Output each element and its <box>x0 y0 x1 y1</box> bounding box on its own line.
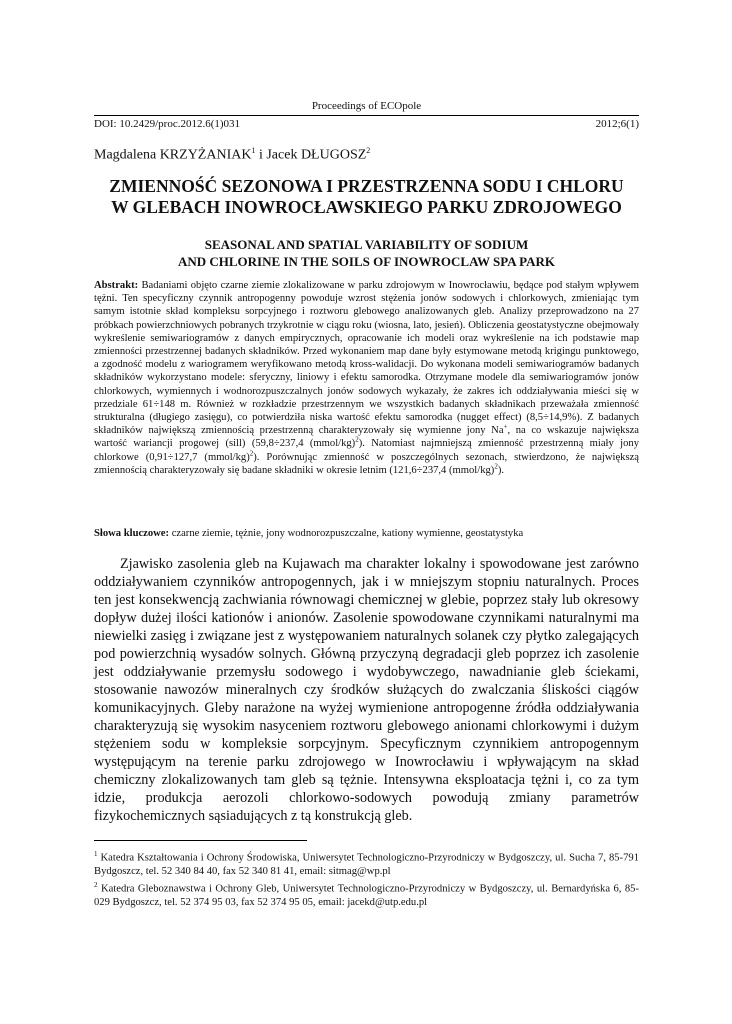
author-1-mark: 1 <box>251 146 256 155</box>
authors <box>94 146 370 164</box>
title-polish-line-1: ZMIENNOŚĆ SEZONOWA I PRZESTRZENNA SODU I CHLORU <box>109 176 624 196</box>
title-english-line-2: AND CHLORINE IN THE SOILS OF INOWROCLAW SPA PARK <box>177 254 556 269</box>
title-english <box>94 236 639 270</box>
doi: DOI: 10.2429/proc.2012.6(1)031 <box>94 118 241 130</box>
footnote-2-mark: 2 <box>94 881 98 890</box>
abstract-text-d: ). Porównując zmienność w poszczególnych sezonach, stwierdzono, że największą zmiennością charakteryzowały się badane składniki w okresie letnim (121,6÷237,4 (mmol/kg) <box>94 451 639 476</box>
author-2-mark: 2 <box>366 146 371 155</box>
keywords-text: czarne ziemie, tężnie, jony wodnorozpuszczalne, kationy wymienne, geostatystyka <box>169 528 524 539</box>
issue: 2012;6(1) <box>595 118 639 130</box>
body-paragraph: Zjawisko zasolenia gleb na Kujawach ma charakter lokalny i spowodowane jest zarówno oddziaływaniem czynników antropogennych, jak i w mniejszym stopniu naturalnych. Proces ten jest konsekwencją zachwiania równowagi chemicznej w glebie, poprzez stały lub okresowy dopływ dużej ilości kationów i anionów. Zasolenie spowodowane czynnikami naturalnymi ma niewielki zasięg i związane jest z występowaniem naturalnych solanek czy płytko zalegających pod powierzchnią wysadów solnych. Główną przyczyną degradacji gleb poprzez ich zasolenie jest oddziaływanie przemysłu sodowego i wydobywczego, nawadnianie gleb ściekami, stosowanie nawozów mineralnych czy środków służących do zwalczania śliskości ciągów komunikacyjnych. Gleby narażone na wyżej wymienione antropogenne źródła oddziaływania charakteryzują się wysokim nasyceniem roztworu glebowego anionami chlorkowymi i dużym stężeniem sodu w kompleksie sorpcyjnym. Specyficznym czynnikiem antropogennym występującym na terenie parku zdrojowego w Inowrocławiu i wpływającym na skład chemiczny zlokalizowanych tam gleb są tężnie. Intensywna eksploatacja tężni i, co za tym idzie, produkcja aerozoli chlorkowo-sodowych powodują zmiany parametrów fizykochemicznych sąsiadujących z tą konstrukcją gleb. <box>94 556 639 824</box>
title-english-line-1: SEASONAL AND SPATIAL VARIABILITY OF SODIUM <box>204 237 529 252</box>
abstract-text-a: Badaniami objęto czarne ziemie zlokalizowane w parku zdrojowym w Inowrocławiu, będące pod stałym wpływem tężni. Ten specyficzny czynnik antropogenny powoduje wzrost stężenia jonów sodowych i chlorkowych, zmieniając tym samym istotnie skład kompleksu sorpcyjnego i roztworu glebowego analizowanych gleb. Analizy przeprowadzono na 27 próbkach powierzchniowych pobranych trzykrotnie w ciągu roku (wiosna, lato, jesień). Obliczenia geostatystyczne obejmowały wykreślenie semiwariogramów z danych empirycznych, opracowanie ich modeli oraz wykreślenie na ich podstawie map zmienności przestrzennej badanych składników. Przed wykonaniem map dane były estymowane metodą krigingu punktowego, a zgodność modelu z wariogramem weryfikowano metodą kross-walidacji. Do wykonana modeli semiwariogramów badanych składników wykorzystano modele: sferyczny, liniowy i efektu samorodka. Otrzymane modele dla semiwariogramów jonów chlorkowych, wymiennych i wodnorozpuszczalnych jonów sodowych wykazały, że zakres ich oddziaływania mieści się w przedziale 61÷148 m. Również w rozkładzie przestrzennym we wszystkich badanych składnikach przeważała zmienność strukturalna (długiego zasięgu), co potwierdziła niska wartość efektu samorodka (nugget effect) (8,5÷14,9%). Z badanych składników największą zmiennością przestrzenną charakteryzowały się wymienne jony Na <box>94 280 639 437</box>
author-conjunction: i <box>255 147 267 163</box>
keywords <box>94 527 639 540</box>
author-1: Magdalena KRZYŻANIAK <box>94 147 252 163</box>
abstract <box>94 279 639 477</box>
abstract-sup-a: + <box>503 422 508 431</box>
author-2: Jacek DŁUGOSZ <box>266 147 367 163</box>
footnote-2 <box>94 879 639 909</box>
doi-row <box>94 118 639 130</box>
footnotes <box>94 848 639 911</box>
footnote-2-text: Katedra Gleboznawstwa i Ochrony Gleb, Uniwersytet Technologiczno-Przyrodniczy w Bydgoszczy, ul. Bernardyńska 6, 85-029 Bydgoszcz, tel. 52 374 95 03, fax 52 374 95 05, email: jacekd@utp.edu.pl <box>94 883 639 909</box>
journal-name: Proceedings of ECOpole <box>311 100 422 112</box>
abstract-label: Abstrakt: <box>94 280 139 291</box>
abstract-sup-c: 2 <box>249 449 254 458</box>
abstract-sup-d: 2 <box>494 462 498 471</box>
title-polish <box>94 176 639 218</box>
footnote-rule <box>94 840 307 841</box>
abstract-text-c: ). Natomiast najmniejszą zmienność przestrzenną miały jony chlorkowe (0,91÷127,7 (mmol/kg) <box>94 438 639 463</box>
keywords-label: Słowa kluczowe: <box>94 528 170 539</box>
abstract-text-b: , na co wskazuje największa wartość wariancji progowej (sill) (59,8÷237,4 (mmol/kg) <box>94 425 639 450</box>
footnote-1-text: Katedra Kształtowania i Ochrony Środowiska, Uniwersytet Technologiczno-Przyrodniczy w Bydgoszczy, ul. Sucha 7, 85-791 Bydgoszcz, tel. 52 340 84 40, fax 52 340 81 41, email: sitmag@wp.pl <box>94 852 639 877</box>
title-polish-line-2: W GLEBACH INOWROCŁAWSKIEGO PARKU ZDROJOWEGO <box>111 197 622 217</box>
abstract-text-e: ). <box>497 464 505 476</box>
abstract-sup-b: 2 <box>355 435 359 444</box>
footnote-1-mark: 1 <box>94 850 98 858</box>
header-rule <box>94 115 639 116</box>
footnote-1 <box>94 848 639 878</box>
